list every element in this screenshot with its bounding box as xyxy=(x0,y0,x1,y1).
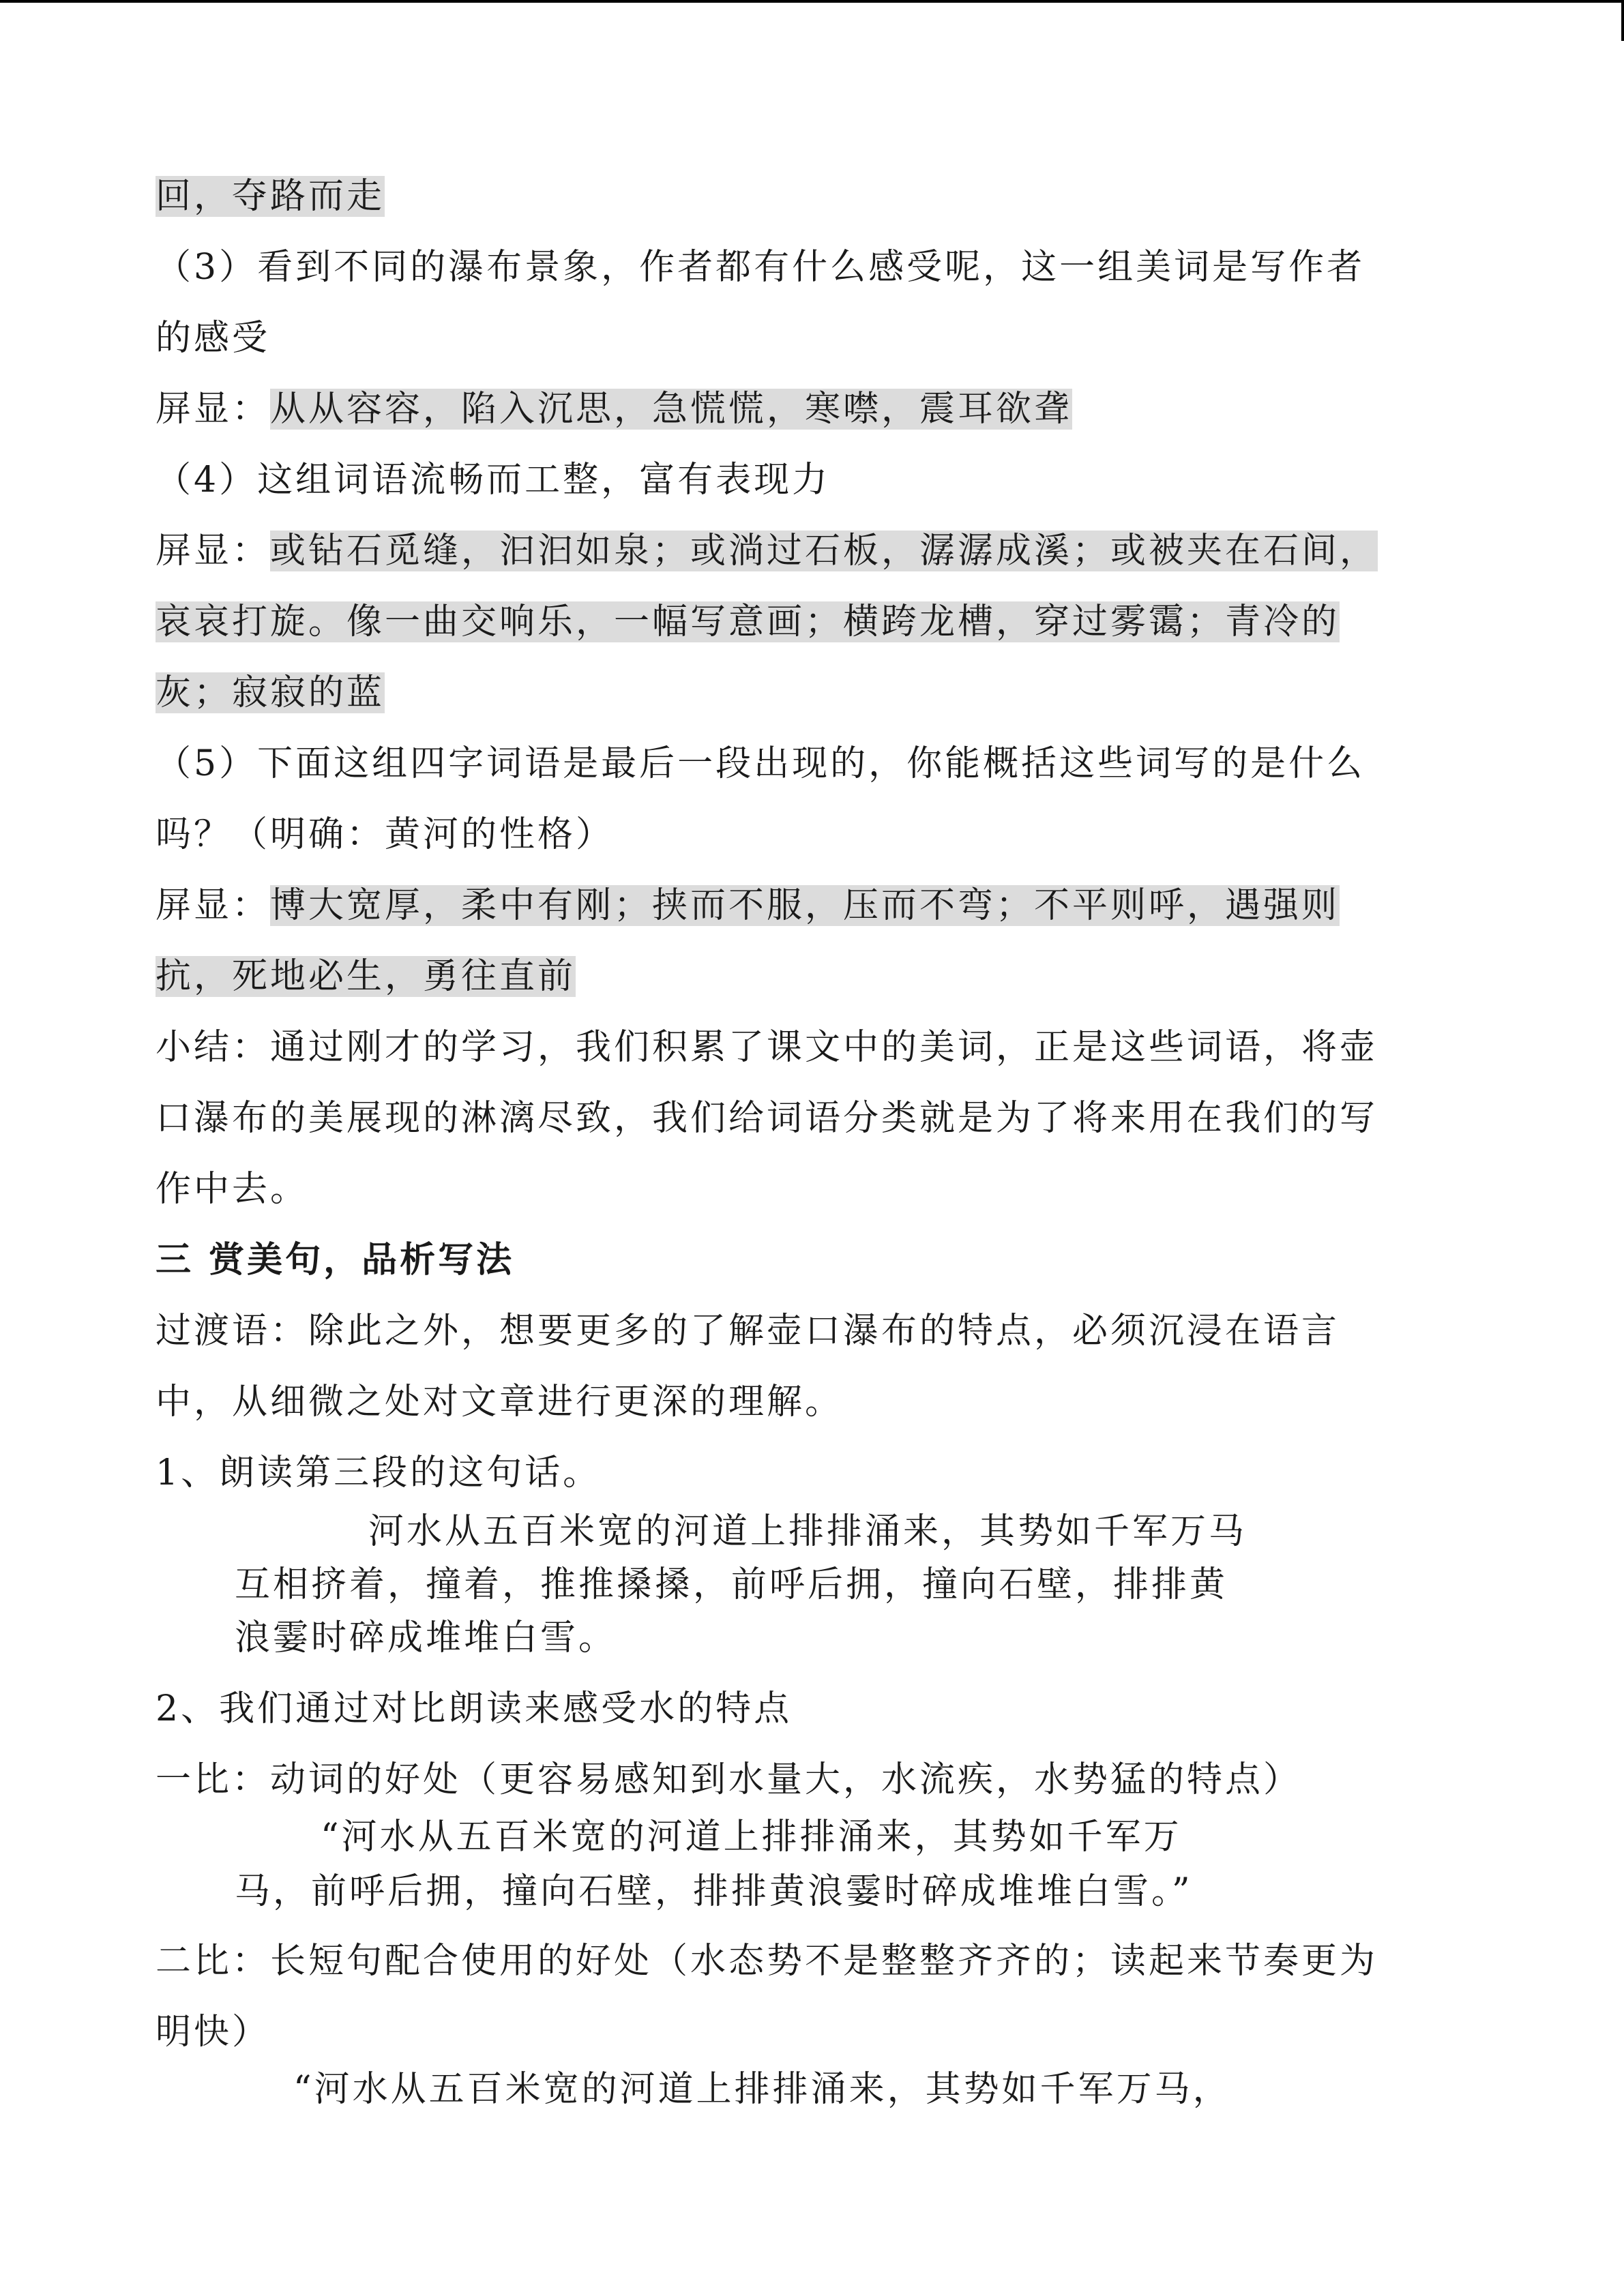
screen-display-label: 屏显： xyxy=(156,531,271,571)
step-2-line: 2、我们通过对比朗读来感受水的特点 xyxy=(156,1688,793,1729)
screen-display-3 xyxy=(156,382,1072,436)
highlighted-text: 或钻石觅缝，汩汩如泉；或淌过石板，潺潺成溪；或被夹在石间， xyxy=(270,531,1378,571)
screen-display-4-line-3 xyxy=(156,666,385,720)
question-4-line: （4）这组词语流畅而工整，富有表现力 xyxy=(156,460,831,501)
transition-line-2: 中，从细微之处对文章进行更深的理解。 xyxy=(156,1382,844,1422)
quote-b-line-2: 马，前呼后拥，撞向石壁，排排黄浪霎时碎成堆堆白雪。” xyxy=(235,1871,1193,1912)
transition-line-1: 过渡语：除此之外，想要更多的了解壶口瀑布的特点，必须沉浸在语言 xyxy=(156,1311,1340,1352)
quote-a-line-2: 互相挤着，撞着，推推搡搡，前呼后拥，撞向石壁，排排黄 xyxy=(235,1564,1228,1605)
question-3-line-1: （3）看到不同的瀑布景象，作者都有什么感受呢，这一组美词是写作者 xyxy=(156,247,1365,288)
question-5-line-1: （5）下面这组四字词语是最后一段出现的，你能概括这些词写的是什么 xyxy=(156,743,1365,784)
screen-display-4-line-2 xyxy=(156,595,1340,649)
quote-a-line-1: 河水从五百米宽的河道上排排涌来，其势如千军万马 xyxy=(368,1511,1247,1552)
highlighted-text: 回，夺路而走 xyxy=(156,176,385,217)
page-top-border xyxy=(0,0,1624,3)
screen-display-4-line-1 xyxy=(156,524,1378,578)
quote-a-line-3: 浪霎时碎成堆堆白雪。 xyxy=(235,1617,617,1658)
highlighted-text: 灰；寂寂的蓝 xyxy=(156,672,385,713)
screen-display-5-line-1 xyxy=(156,878,1340,933)
quote-b-line-1: “河水从五百米宽的河道上排排涌来，其势如千军万 xyxy=(321,1817,1182,1858)
highlighted-text: 博大宽厚，柔中有刚；挟而不服，压而不弯；不平则呼，遇强则 xyxy=(270,885,1340,926)
highlighted-text: 从从容容，陷入沉思，急慌慌，寒噤，震耳欲聋 xyxy=(270,389,1073,430)
section-heading: 三 赏美句，品析写法 xyxy=(156,1239,515,1281)
question-5-line-2: 吗？（明确：黄河的性格） xyxy=(156,814,615,855)
summary-line-2: 口瀑布的美展现的淋漓尽致，我们给词语分类就是为了将来用在我们的写 xyxy=(156,1098,1378,1139)
page-right-border xyxy=(1621,0,1624,41)
screen-display-5-line-2 xyxy=(156,949,576,1004)
comparison-1-line: 一比：动词的好处（更容易感知到水量大，水流疾，水势猛的特点） xyxy=(156,1759,1302,1800)
question-3-line-2: 的感受 xyxy=(156,318,271,359)
summary-line-3: 作中去。 xyxy=(156,1169,309,1210)
step-1-line: 1、朗读第三段的这句话。 xyxy=(156,1452,602,1493)
highlighted-text: 哀哀打旋。像一曲交响乐，一幅写意画；横跨龙槽，穿过雾霭；青冷的 xyxy=(156,601,1340,642)
screen-display-label: 屏显： xyxy=(156,389,271,430)
quote-c-line-1: “河水从五百米宽的河道上排排涌来，其势如千军万马， xyxy=(293,2069,1231,2110)
screen-display-label: 屏显： xyxy=(156,885,271,926)
summary-line-1: 小结：通过刚才的学习，我们积累了课文中的美词，正是这些词语，将壶 xyxy=(156,1027,1378,1068)
highlighted-text: 抗，死地必生，勇往直前 xyxy=(156,956,576,997)
comparison-2-line-1: 二比：长短句配合使用的好处（水态势不是整整齐齐的；读起来节奏更为 xyxy=(156,1941,1378,1982)
text-line xyxy=(156,169,385,224)
comparison-2-line-2: 明快） xyxy=(156,2012,271,2053)
